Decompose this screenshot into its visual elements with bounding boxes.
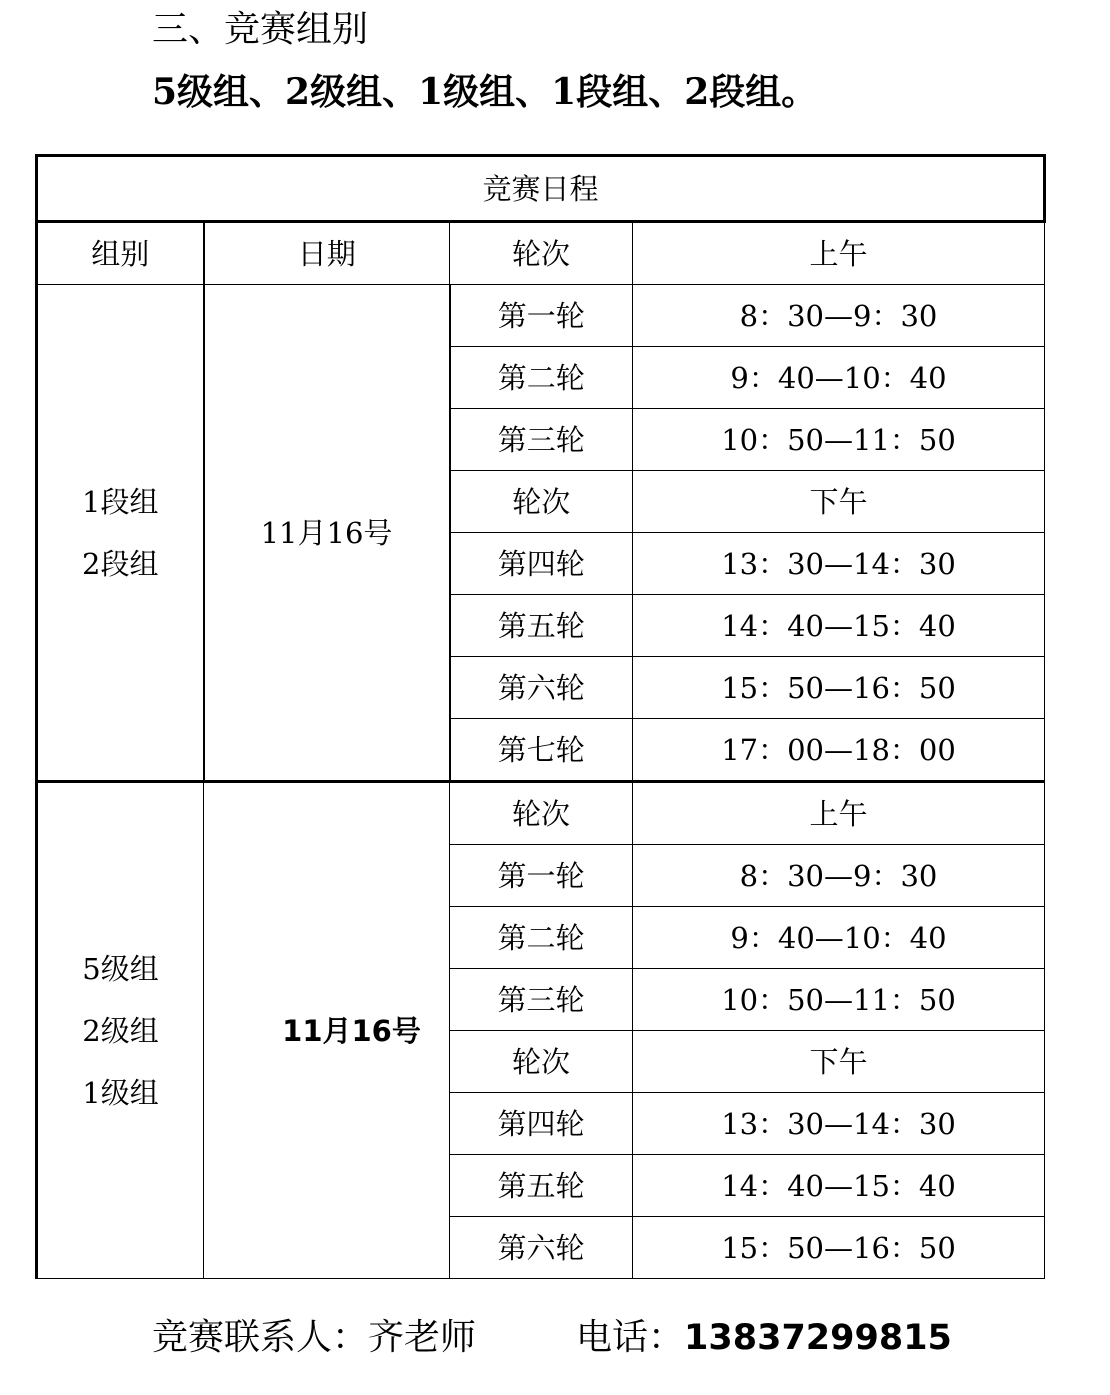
round-cell: 第三轮 (450, 409, 633, 471)
table-row (37, 285, 1045, 347)
schedule-title-row (37, 156, 1045, 222)
time-cell: 13：30—14：30 (633, 1093, 1045, 1155)
group-label: 1级组 (82, 1075, 159, 1110)
round-cell: 轮次 (450, 1031, 633, 1093)
group-label: 1段组 (82, 484, 159, 519)
time-cell: 9：40—10：40 (633, 907, 1045, 969)
round-cell: 第二轮 (450, 347, 633, 409)
round-cell: 第六轮 (450, 657, 633, 719)
round-cell: 第六轮 (450, 1217, 633, 1279)
round-cell: 第五轮 (450, 1155, 633, 1217)
phone-number: 13837299815 (684, 1318, 952, 1358)
round-cell: 轮次 (450, 782, 633, 845)
group-cell (37, 285, 204, 782)
time-cell: 9：40—10：40 (633, 347, 1045, 409)
time-cell: 下午 (633, 471, 1045, 533)
time-cell: 15：50—16：50 (633, 657, 1045, 719)
table-row (37, 782, 1045, 845)
round-cell: 第一轮 (450, 285, 633, 347)
time-cell: 10：50—11：50 (633, 409, 1045, 471)
groups-line: 5级组、2级组、1级组、1段组、2段组。 (152, 71, 818, 113)
round-cell: 第四轮 (450, 533, 633, 595)
group-label: 2级组 (82, 1013, 159, 1048)
contact-person: 竞赛联系人：齐老师 (152, 1317, 477, 1358)
header-group: 组别 (37, 222, 204, 285)
time-cell: 上午 (633, 782, 1045, 845)
time-cell: 8：30—9：30 (633, 845, 1045, 907)
time-cell: 15：50—16：50 (633, 1217, 1045, 1279)
round-cell: 第四轮 (450, 1093, 633, 1155)
round-cell: 第一轮 (450, 845, 633, 907)
round-cell: 第二轮 (450, 907, 633, 969)
time-cell: 10：50—11：50 (633, 969, 1045, 1031)
time-cell: 14：40—15：40 (633, 1155, 1045, 1217)
header-date: 日期 (204, 222, 450, 285)
round-cell: 第七轮 (450, 719, 633, 782)
time-cell: 下午 (633, 1031, 1045, 1093)
time-cell: 13：30—14：30 (633, 533, 1045, 595)
schedule-title: 竞赛日程 (37, 156, 1045, 222)
section-heading: 三、竞赛组别 (152, 9, 369, 50)
round-cell: 第五轮 (450, 595, 633, 657)
date-cell: 11月16号 (204, 285, 450, 782)
round-cell: 第三轮 (450, 969, 633, 1031)
time-cell: 14：40—15：40 (633, 595, 1045, 657)
date-cell: 11月16号 (204, 782, 450, 1279)
phone-label: 电话： (576, 1317, 685, 1358)
round-cell: 轮次 (450, 471, 633, 533)
group-label: 5级组 (82, 951, 159, 986)
time-cell: 8：30—9：30 (633, 285, 1045, 347)
time-cell: 17：00—18：00 (633, 719, 1045, 782)
contact-line (152, 1314, 952, 1362)
header-round: 轮次 (450, 222, 633, 285)
header-row (37, 222, 1045, 285)
schedule-table (35, 154, 1046, 1279)
header-morning: 上午 (633, 222, 1045, 285)
group-cell (37, 782, 204, 1279)
group-label: 2段组 (82, 546, 159, 581)
